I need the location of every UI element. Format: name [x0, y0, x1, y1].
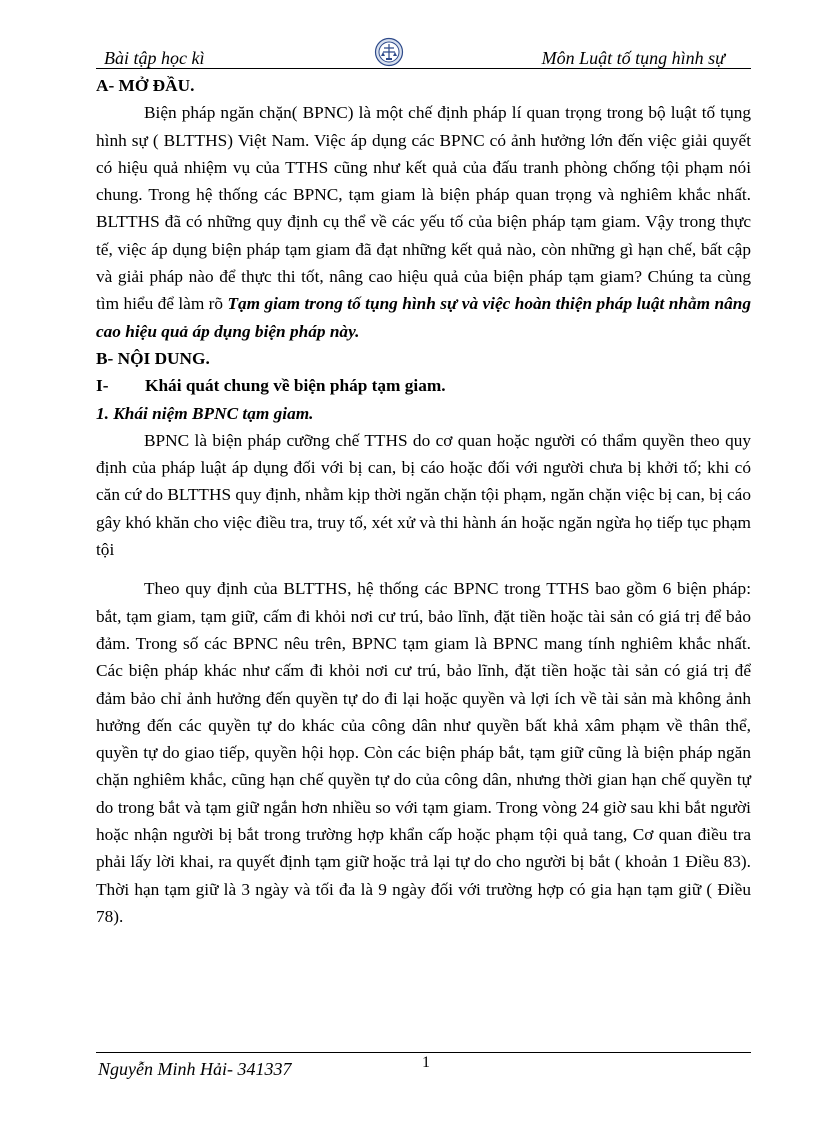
subsection-title: Khái quát chung về biện pháp tạm giam.	[145, 376, 446, 396]
footer-author: Nguyễn Minh Hải- 341337	[98, 1059, 292, 1079]
section-b-heading: B- NỘI DUNG.	[96, 348, 210, 368]
header-subject-label: Môn Luật tố tụng hình sự	[541, 48, 725, 68]
page-number: 1	[422, 1054, 430, 1071]
system-paragraph: Theo quy định của BLTTHS, hệ thống các BPNC trong TTHS bao gồm 6 biện pháp: bắt, tạm giam, tạm giữ, cấm đi khỏi nơi cư trú, bảo lĩnh, đặt tiền hoặc tài sản có giá trị để bảo đảm. Trong số các BPNC nêu trên, BPNC tạm giam là BPNC mang tính nghiêm khắc nhất. Các biện pháp khác như cấm đi khỏi nơi cư trú, bảo lĩnh, đặt tiền hoặc tài sản có giá trị để đảm bảo chỉ ảnh hưởng đến quyền tự do đi lại hoặc quyền và lợi ích về tài sản mà không ảnh hưởng đến các quyền tự do khác của công dân như quyền bất khả xâm phạm về thân thể, quyền tự do giao tiếp, quyền hội họp. Còn các biện pháp bắt, tạm giữ cũng là biện pháp ngăn chặn nghiêm khắc, cũng hạn chế quyền tự do của công dân, nhưng thời gian hạn chế quyền tự do trong bắt và tạm giữ ngắn hơn nhiều so với tạm giam. Trong vòng 24 giờ sau khi bắt người hoặc nhận người bị bắt trong trường hợp khẩn cấp hoặc phạm tội quả tang, Cơ quan điều tra phải lấy lời khai, ra quyết định tạm giữ hoặc trả lại tự do cho người bị bắt ( khoản 1 Điều 83). Thời hạn tạm giữ là 3 ngày và tối đa là 9 ngày đối với trường hợp có gia hạn tạm giữ ( Điều 78).	[96, 579, 751, 926]
intro-text: Biện pháp ngăn chặn( BPNC) là một chế định pháp lí quan trọng trong bộ luật tố tụng hình sự ( BLTTHS) Việt Nam. Việc áp dụng các BPNC có ảnh hưởng lớn đến việc giải quyết có hiệu quả nhiệm vụ của TTHS cũng như kết quả của đấu tranh phòng chống tội phạm nói chung. Trong hệ thống các BPNC, tạm giam là biện pháp quan trọng và nghiêm khắc nhất. BLTTHS đã có những quy định cụ thể về các yếu tố của biện pháp tạm giam. Vậy trong thực tế, việc áp dụng biện pháp tạm giam đã đạt những kết quả nào, còn những gì hạn chế, bất cập và giải pháp nào để thực thi tốt, nâng cao hiệu quả của biện pháp tạm giam? Chúng ta cùng tìm hiểu để làm rõ	[96, 103, 751, 314]
intro-paragraph	[96, 99, 751, 345]
subsection-number: I-	[96, 376, 109, 396]
header-course-label: Bài tập học kì	[104, 48, 205, 68]
item-1-heading: 1. Khái niệm BPNC tạm giam.	[96, 403, 314, 423]
paragraph-spacer	[96, 563, 751, 575]
intro-emphasis: Tạm giam trong tố tụng hình sự và việc hoàn thiện pháp luật nhằm nâng cao hiệu quả áp dụng biện pháp này.	[96, 294, 751, 341]
document-body	[96, 72, 751, 930]
section-a-heading: A- MỞ ĐẦU.	[96, 76, 195, 95]
page-footer	[96, 1052, 751, 1079]
definition-paragraph: BPNC là biện pháp cưỡng chế TTHS do cơ quan hoặc người có thẩm quyền theo quy định của pháp luật áp dụng đối với bị can, bị cáo hoặc đối với người chưa bị khởi tố; khi có căn cứ do BLTTHS quy định, nhằm kịp thời ngăn chặn tội phạm, ngăn chặn việc bị can, bị cáo gây khó khăn cho việc điều tra, truy tố, xét xử và thi hành án hoặc ngăn ngừa họ tiếp tục phạm tội	[96, 430, 751, 560]
university-seal-icon	[374, 37, 404, 67]
page-header	[96, 40, 751, 69]
subsection-heading	[96, 372, 751, 399]
